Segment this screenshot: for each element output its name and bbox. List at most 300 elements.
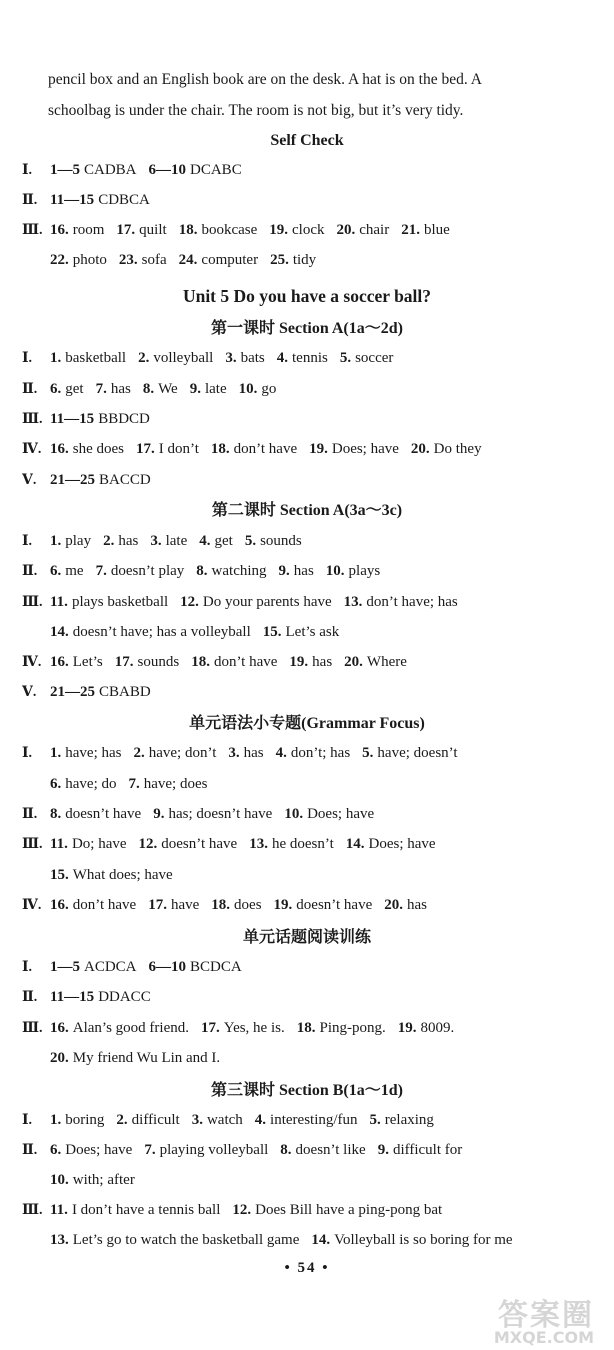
question-number: 17. <box>116 222 136 238</box>
answer-item <box>249 836 334 852</box>
answer-item <box>50 836 127 852</box>
answer-row <box>0 1200 614 1221</box>
answer-text: sofa <box>141 252 167 268</box>
answer-text: What does; have <box>72 867 173 883</box>
answer-item <box>50 411 150 427</box>
answer-item <box>370 1112 434 1128</box>
question-number: 4. <box>254 1112 267 1128</box>
answer-row <box>0 160 614 181</box>
answer-text: watch <box>206 1112 243 1128</box>
answer-item <box>398 1020 455 1036</box>
answer-item <box>96 563 185 579</box>
answer-item <box>199 533 233 549</box>
question-number: 19. <box>397 1020 417 1036</box>
question-number: 16. <box>50 654 69 670</box>
section-heading: 单元语法小专题(Grammar Focus) <box>189 715 425 732</box>
answer-item <box>50 1050 220 1066</box>
answer-item <box>340 350 394 366</box>
answer-item <box>50 1202 220 1218</box>
answer-text: have; don’t <box>148 745 217 761</box>
answer-row <box>0 834 614 855</box>
answer-item <box>255 1112 358 1128</box>
answer-item <box>378 1142 463 1158</box>
answer-item <box>149 959 242 975</box>
question-number: 14. <box>50 624 69 640</box>
answer-item <box>344 594 458 610</box>
roman-numeral: Ⅰ. <box>22 351 33 366</box>
answer-row <box>0 439 614 460</box>
answer-text: CADBA <box>84 162 137 178</box>
question-number: 13. <box>343 594 363 610</box>
answer-text: play <box>65 533 92 549</box>
question-number: 21. <box>401 222 420 238</box>
answer-text: doesn’t have; has a volleyball <box>72 624 251 640</box>
answer-item <box>180 594 331 610</box>
answer-item <box>50 594 168 610</box>
answer-item <box>116 222 166 238</box>
answer-text: Do they <box>433 441 482 457</box>
answer-item <box>50 745 121 761</box>
question-number: 3. <box>225 350 237 366</box>
answer-row <box>0 622 614 642</box>
question-number: 16. <box>50 441 69 457</box>
answer-item <box>297 1020 386 1036</box>
question-number: 5. <box>362 745 374 761</box>
answer-item <box>280 1142 365 1158</box>
answer-item <box>179 222 258 238</box>
question-number: 15. <box>50 867 69 883</box>
answer-item <box>276 745 351 761</box>
question-number: 20. <box>50 1050 69 1066</box>
answer-item <box>50 162 137 178</box>
answer-row <box>0 470 614 491</box>
answer-text: Ping-pong. <box>319 1020 386 1036</box>
answer-row <box>0 250 614 270</box>
answer-item <box>50 472 151 488</box>
roman-numeral: Ⅰ. <box>22 163 33 178</box>
answer-text: blue <box>423 222 450 238</box>
question-number: 7. <box>144 1142 156 1158</box>
answer-row <box>0 379 614 400</box>
question-number: 2. <box>133 745 145 761</box>
answer-row <box>0 774 614 794</box>
question-number: 23. <box>118 252 138 268</box>
answer-item <box>149 162 242 178</box>
answer-text: Let’s go to watch the basketball game <box>72 1232 300 1248</box>
answer-row <box>0 682 614 703</box>
answer-item <box>50 989 151 1005</box>
answer-item <box>50 192 150 208</box>
answer-row <box>0 865 614 885</box>
roman-numeral: Ⅱ. <box>22 1143 38 1158</box>
answer-text: basketball <box>65 350 127 366</box>
answer-row <box>0 1018 614 1039</box>
answer-text: Does Bill have a ping-pong bat <box>255 1202 443 1218</box>
answer-text: Does; have <box>368 836 436 852</box>
answer-text: late <box>165 533 188 549</box>
question-number: 1. <box>50 350 62 366</box>
watermark-cn: 答案圈 <box>498 1298 594 1333</box>
answer-text: interesting/fun <box>270 1112 358 1128</box>
answer-text: Alan’s good friend. <box>72 1020 189 1036</box>
answer-item <box>326 563 380 579</box>
answer-text: chair <box>359 222 390 238</box>
answer-row <box>0 895 614 916</box>
question-number: 21—25 <box>50 472 95 488</box>
question-number: 2. <box>138 350 150 366</box>
answer-row <box>0 1048 614 1068</box>
question-number: 6. <box>50 1142 62 1158</box>
question-number: 11. <box>50 594 68 610</box>
answer-text: have; does <box>143 776 208 792</box>
question-number: 1. <box>50 533 62 549</box>
question-number: 2. <box>103 533 115 549</box>
answer-item <box>50 654 103 670</box>
answer-item <box>50 441 124 457</box>
answer-text: don’t have <box>72 897 137 913</box>
answer-item <box>153 806 272 822</box>
answer-row <box>0 1110 614 1131</box>
answer-row <box>0 804 614 825</box>
answer-text: room <box>72 222 105 238</box>
roman-numeral: Ⅱ. <box>22 193 38 208</box>
roman-numeral: Ⅱ. <box>22 990 38 1005</box>
question-number: 10. <box>238 381 258 397</box>
answer-item <box>289 654 332 670</box>
answer-text: BBDCD <box>98 411 150 427</box>
answer-text: Does; have <box>65 1142 133 1158</box>
answer-text: Yes, he is. <box>223 1020 285 1036</box>
section-heading: 第二课时 Section A(3a～3c) <box>211 502 403 519</box>
answer-item <box>50 867 173 883</box>
question-number: 5. <box>369 1112 381 1128</box>
answer-text: Does; have <box>331 441 399 457</box>
question-number: 18. <box>210 441 230 457</box>
question-number: 11. <box>50 1202 68 1218</box>
watermark-logo <box>458 1290 598 1348</box>
answer-item <box>179 252 258 268</box>
question-number: 22. <box>50 252 69 268</box>
question-number: 21—25 <box>50 684 95 700</box>
answer-item <box>50 1172 135 1188</box>
answer-text: BCDCA <box>190 959 242 975</box>
roman-numeral: Ⅱ. <box>22 564 38 579</box>
answer-text: does <box>234 897 262 913</box>
section-heading: 单元话题阅读训练 <box>242 929 371 946</box>
answer-item <box>284 806 374 822</box>
roman-numeral: Ⅲ. <box>22 837 43 852</box>
question-number: 17. <box>148 897 167 913</box>
answer-text: sounds <box>260 533 302 549</box>
answer-text: Let’s <box>72 654 103 670</box>
answer-item <box>196 563 266 579</box>
question-number: 9. <box>278 563 290 579</box>
question-number: 12. <box>138 836 158 852</box>
answer-item <box>311 1232 512 1248</box>
question-number: 6. <box>50 381 62 397</box>
roman-numeral: Ⅳ. <box>22 898 42 913</box>
answer-item <box>50 563 84 579</box>
question-number: 11—15 <box>50 989 95 1005</box>
answer-text: has <box>312 654 333 670</box>
question-number: 5. <box>244 533 257 549</box>
roman-numeral: Ⅲ. <box>22 1203 43 1218</box>
answer-item <box>119 252 167 268</box>
answer-item <box>96 381 131 397</box>
question-number: 6. <box>50 563 62 579</box>
answer-item <box>191 654 277 670</box>
answer-item <box>150 533 187 549</box>
question-number: 18. <box>191 654 210 670</box>
answer-text: We <box>158 381 178 397</box>
answer-item <box>50 381 84 397</box>
question-number: 16. <box>50 897 69 913</box>
question-number: 3. <box>191 1112 203 1128</box>
answer-item <box>274 897 373 913</box>
answer-text: doesn’t have <box>65 806 142 822</box>
roman-numeral: Ⅳ. <box>22 655 42 670</box>
roman-numeral: Ⅰ. <box>22 960 33 975</box>
answer-text: have; do <box>65 776 117 792</box>
answer-item <box>128 776 207 792</box>
answer-text: has <box>243 745 264 761</box>
question-number: 4. <box>275 745 287 761</box>
answer-text: have; has <box>65 745 122 761</box>
answer-text: don’t have <box>213 654 278 670</box>
answer-item <box>277 350 328 366</box>
answer-item <box>50 1142 132 1158</box>
answer-text: has <box>407 897 427 913</box>
intro-line-2: schoolbag is under the chair. The room is not big, but it’s very tidy. <box>48 102 464 119</box>
page-number: • 54 • <box>284 1260 330 1276</box>
answer-text: plays <box>348 563 381 579</box>
answer-text: I don’t have a tennis ball <box>71 1202 221 1218</box>
answer-text: Do; have <box>71 836 127 852</box>
question-number: 8. <box>142 381 155 397</box>
answer-item <box>50 806 141 822</box>
answer-text: boring <box>65 1112 105 1128</box>
answer-text: Do your parents have <box>202 594 332 610</box>
question-number: 18. <box>178 222 198 238</box>
question-number: 14. <box>311 1232 331 1248</box>
answer-item <box>309 441 399 457</box>
question-number: 24. <box>178 252 198 268</box>
answer-text: ACDCA <box>84 959 137 975</box>
answer-text: clock <box>292 222 325 238</box>
question-number: 4. <box>199 533 211 549</box>
question-number: 20. <box>336 222 356 238</box>
answer-row <box>0 652 614 673</box>
answer-item <box>211 441 297 457</box>
answer-row <box>0 1140 614 1161</box>
answer-item <box>384 897 427 913</box>
question-number: 19. <box>273 897 293 913</box>
question-number: 20. <box>410 441 430 457</box>
answer-item <box>115 654 179 670</box>
question-number: 16. <box>50 1020 69 1036</box>
answer-text: volleyball <box>153 350 214 366</box>
answer-row <box>0 592 614 613</box>
answer-text: late <box>204 381 227 397</box>
answer-text: DCABC <box>190 162 242 178</box>
answer-text: has; doesn’t have <box>168 806 273 822</box>
answer-text: doesn’t like <box>295 1142 366 1158</box>
answer-text: has <box>293 563 314 579</box>
answer-text: difficult for <box>392 1142 463 1158</box>
answer-text: quilt <box>139 222 167 238</box>
answer-item <box>239 381 277 397</box>
question-number: 16. <box>50 222 69 238</box>
answer-text: soccer <box>355 350 394 366</box>
roman-numeral: Ⅳ. <box>22 442 42 457</box>
question-number: 20. <box>344 654 363 670</box>
question-number: 8. <box>280 1142 292 1158</box>
answer-item <box>144 1142 268 1158</box>
question-number: 1. <box>50 745 62 761</box>
answer-text: photo <box>72 252 107 268</box>
question-number: 18. <box>211 897 231 913</box>
answer-text: CBABD <box>99 684 151 700</box>
answer-item <box>103 533 138 549</box>
question-number: 8. <box>196 563 208 579</box>
answer-text: sounds <box>137 654 180 670</box>
answer-text: with; after <box>72 1172 135 1188</box>
section-heading: 第一课时 Section A(1a～2d) <box>210 320 403 337</box>
answer-item <box>50 1232 299 1248</box>
answer-text: get <box>65 381 84 397</box>
answer-item <box>232 1202 442 1218</box>
answer-item <box>245 533 302 549</box>
answer-item <box>228 745 263 761</box>
answer-text: tennis <box>292 350 328 366</box>
answer-item <box>270 252 316 268</box>
section-heading: Unit 5 Do you have a soccer ball? <box>182 286 432 306</box>
question-number: 11—15 <box>50 411 95 427</box>
answer-item <box>190 381 227 397</box>
answer-row <box>0 220 614 241</box>
answer-row <box>0 1230 614 1250</box>
answer-text: he doesn’t <box>271 836 334 852</box>
answer-text: tidy <box>292 252 317 268</box>
answer-item <box>139 836 238 852</box>
question-number: 3. <box>228 745 240 761</box>
answer-text: me <box>65 563 84 579</box>
answer-text: DDACC <box>98 989 151 1005</box>
answer-text: Does; have <box>307 806 375 822</box>
roman-numeral: Ⅱ. <box>22 382 38 397</box>
question-number: 18. <box>296 1020 316 1036</box>
roman-numeral: Ⅲ. <box>22 412 43 427</box>
answer-row <box>0 1170 614 1190</box>
answer-item <box>50 897 136 913</box>
question-number: 6—10 <box>148 162 187 178</box>
answer-text: bookcase <box>201 222 258 238</box>
answer-item <box>50 624 251 640</box>
answer-item <box>50 222 104 238</box>
section-heading: 第三课时 Section B(1a～1d) <box>210 1082 403 1099</box>
answer-item <box>50 1020 189 1036</box>
question-number: 19. <box>309 441 328 457</box>
question-number: 9. <box>189 381 201 397</box>
question-number: 2. <box>116 1112 128 1128</box>
answer-item <box>344 654 407 670</box>
answer-text: difficult <box>131 1112 180 1128</box>
roman-numeral: Ⅴ. <box>22 473 37 488</box>
answer-item <box>116 1112 179 1128</box>
answer-item <box>269 222 324 238</box>
question-number: 10. <box>325 563 345 579</box>
answer-text: relaxing <box>384 1112 434 1128</box>
answer-text: has <box>110 381 131 397</box>
answer-item <box>336 222 389 238</box>
answer-item <box>225 350 264 366</box>
question-number: 1. <box>50 1112 62 1128</box>
question-number: 19. <box>269 222 288 238</box>
question-number: 17. <box>200 1020 220 1036</box>
question-number: 8. <box>50 806 62 822</box>
answer-item <box>50 533 91 549</box>
answer-text: BACCD <box>99 472 151 488</box>
answer-item <box>401 222 450 238</box>
question-number: 5. <box>339 350 352 366</box>
roman-numeral: Ⅰ. <box>22 1113 33 1128</box>
answer-item <box>346 836 436 852</box>
answer-row <box>0 957 614 978</box>
question-number: 10. <box>50 1172 69 1188</box>
question-number: 19. <box>289 654 309 670</box>
answer-item <box>50 1112 104 1128</box>
answer-row <box>0 743 614 764</box>
answer-text: I don’t <box>158 441 199 457</box>
question-number: 3. <box>150 533 162 549</box>
question-number: 1—5 <box>50 959 80 975</box>
answer-item <box>133 745 216 761</box>
question-number: 7. <box>128 776 140 792</box>
answer-item <box>138 350 213 366</box>
answer-text: have <box>170 897 200 913</box>
answer-text: go <box>261 381 277 397</box>
answer-text: playing volleyball <box>159 1142 269 1158</box>
answer-text: My friend Wu Lin and I. <box>72 1050 221 1066</box>
question-number: 15. <box>262 624 282 640</box>
answer-item <box>263 624 340 640</box>
answer-item <box>148 897 199 913</box>
answer-item <box>50 959 137 975</box>
answer-text: she does <box>72 441 124 457</box>
answer-text: get <box>214 533 233 549</box>
answer-item <box>136 441 199 457</box>
answer-text: don’t have; has <box>366 594 458 610</box>
answer-text: watching <box>211 563 267 579</box>
answer-text: Volleyball is so boring for me <box>334 1232 513 1248</box>
roman-numeral: Ⅰ. <box>22 746 33 761</box>
answer-row <box>0 561 614 582</box>
answer-item <box>279 563 314 579</box>
answer-text: doesn’t play <box>110 563 185 579</box>
question-number: 7. <box>95 563 107 579</box>
question-number: 20. <box>384 897 403 913</box>
answer-text: don’t; has <box>290 745 351 761</box>
answer-text: Where <box>366 654 407 670</box>
answer-text: has <box>118 533 139 549</box>
answer-item <box>201 1020 285 1036</box>
answer-item <box>192 1112 243 1128</box>
answer-item <box>50 252 107 268</box>
roman-numeral: Ⅲ. <box>22 1021 43 1036</box>
question-number: 11—15 <box>50 192 95 208</box>
roman-numeral: Ⅲ. <box>22 223 43 238</box>
answer-row <box>0 348 614 369</box>
